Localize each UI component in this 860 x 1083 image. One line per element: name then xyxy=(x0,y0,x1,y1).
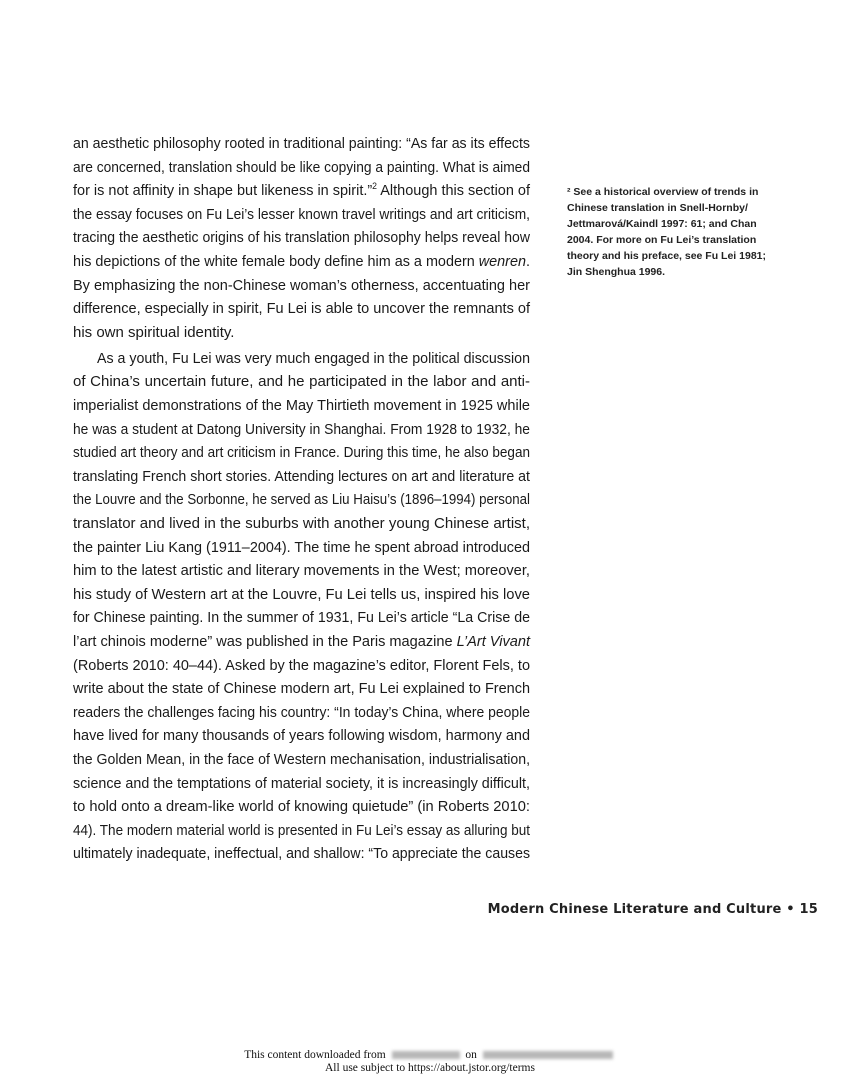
footnote-2 xyxy=(567,184,782,280)
line-text: translator and lived in the suburbs with another young Chinese artist, xyxy=(73,515,530,532)
text-line xyxy=(73,203,530,227)
line-text: (Roberts 2010: 40–44). Asked by the magazine’s editor, Florent Fels, to xyxy=(73,656,530,674)
line-text: studied art theory and art criticism in France. During this time, he also began xyxy=(73,444,530,462)
line-text: to hold onto a dream-like world of knowing quietude” (in Roberts 2010: xyxy=(73,798,530,816)
footnote-line xyxy=(567,216,782,232)
text-line xyxy=(73,559,530,583)
footnote-ref[interactable]: 2 xyxy=(372,181,378,192)
line-text: difference, especially in spirit, Fu Lei is able to uncover the remnants of xyxy=(73,300,530,318)
line-text: 44). The modern material world is presented in Fu Lei’s essay as alluring but xyxy=(73,821,530,839)
line-text: l’art chinois moderne” was published in the Paris magazine L’Art Vivant xyxy=(73,632,530,650)
footnote-line xyxy=(567,264,782,280)
text-line xyxy=(73,701,530,725)
text-line xyxy=(73,677,530,701)
text-line xyxy=(73,156,530,180)
redacted-ip xyxy=(392,1051,460,1059)
line-text: imperialist demonstrations of the May Thirtieth movement in 1925 while xyxy=(73,397,530,415)
text-line xyxy=(73,583,530,607)
footnote-text: theory and his preface, see Fu Lei 1981; xyxy=(567,250,766,262)
paragraph xyxy=(73,132,530,344)
jstor-download-line xyxy=(0,1049,860,1062)
text-line xyxy=(73,347,530,371)
text-line xyxy=(73,488,530,512)
line-text: ultimately inadequate, ineffectual, and shallow: “To appreciate the causes xyxy=(73,845,530,863)
line-text: science and the temptations of material society, it is increasingly difficult, xyxy=(73,774,530,792)
running-footer: Modern Chinese Literature and Culture • 15 xyxy=(487,902,818,917)
footnote-line xyxy=(567,200,782,216)
italic-title: wenren xyxy=(478,252,526,270)
line-text: As a youth, Fu Lei was very much engaged in the political discussion xyxy=(97,349,530,367)
footnote-line xyxy=(567,248,782,264)
text-line xyxy=(73,512,530,536)
line-text: the painter Liu Kang (1911–2004). The time he spent abroad introduced xyxy=(73,538,530,556)
text-line xyxy=(73,274,530,298)
text-line xyxy=(73,297,530,321)
text-line xyxy=(73,465,530,489)
text-line xyxy=(73,132,530,156)
line-text: his depictions of the white female body define him as a modern wenren. xyxy=(73,252,530,270)
line-text: his own spiritual identity. xyxy=(73,323,235,341)
text-line xyxy=(73,630,530,654)
text-line xyxy=(73,654,530,678)
line-text: translating French short stories. Attending lectures on art and literature at xyxy=(73,467,530,485)
text-line xyxy=(73,819,530,843)
line-text: for is not affinity in shape but likeness in spirit.”$^2$ Although this section of xyxy=(73,181,530,200)
redacted-date xyxy=(483,1051,613,1059)
footnote-text: Jettmarová/Kaindl 1997: 61; and Chan xyxy=(567,218,757,230)
text-line xyxy=(73,536,530,560)
line-text: him to the latest artistic and literary movements in the West; moreover, xyxy=(73,562,530,580)
line-text: write about the state of Chinese modern art, Fu Lei explained to French xyxy=(73,680,530,698)
line-text: the Louvre and the Sorbonne, he served as Liu Haisu’s (1896–1994) personal xyxy=(73,491,530,509)
text-line xyxy=(73,842,530,866)
line-text: By emphasizing the non-Chinese woman’s otherness, accentuating her xyxy=(73,276,530,294)
footnote-text: 2004. For more on Fu Lei’s translation xyxy=(567,234,757,246)
line-text: the essay focuses on Fu Lei’s lesser known travel writings and art criticism, xyxy=(73,205,530,223)
line-text: he was a student at Datong University in Shanghai. From 1928 to 1932, he xyxy=(73,420,530,438)
line-text: are concerned, translation should be like copying a painting. What is aimed xyxy=(73,158,530,176)
line-text: for Chinese painting. In the summer of 1931, Fu Lei’s article “La Crise de xyxy=(73,609,530,627)
line-text: tracing the aesthetic origins of his translation philosophy helps reveal how xyxy=(73,229,530,247)
footnote-line xyxy=(567,232,782,248)
text-line xyxy=(73,226,530,250)
footnote-text: Jin Shenghua 1996. xyxy=(567,266,666,278)
text-line xyxy=(73,606,530,630)
on-word: on xyxy=(465,1049,477,1061)
text-line xyxy=(73,370,530,394)
footnote-text: ² See a historical overview of trends in xyxy=(567,186,759,198)
text-line xyxy=(73,724,530,748)
footnote-line xyxy=(567,184,782,200)
line-text: his study of Western art at the Louvre, Fu Lei tells us, inspired his love xyxy=(73,585,530,603)
jstor-terms-line: All use subject to https://about.jstor.org/terms xyxy=(325,1062,535,1074)
body-text xyxy=(73,132,530,866)
text-line xyxy=(73,394,530,418)
download-prefix: This content downloaded from xyxy=(244,1049,386,1061)
text-line xyxy=(73,418,530,442)
line-text: the Golden Mean, in the face of Western mechanisation, industrialisation, xyxy=(73,750,530,768)
line-text: an aesthetic philosophy rooted in traditional painting: “As far as its effects xyxy=(73,135,530,152)
jstor-notice xyxy=(0,1049,860,1075)
paragraph xyxy=(73,347,530,866)
line-text: readers the challenges facing his country: “In today’s China, where people xyxy=(73,703,530,721)
line-text: have lived for many thousands of years following wisdom, harmony and xyxy=(73,727,530,745)
text-line xyxy=(73,748,530,772)
text-line xyxy=(73,250,530,274)
line-text: of China’s uncertain future, and he participated in the labor and anti- xyxy=(73,373,530,391)
text-line xyxy=(73,795,530,819)
text-line xyxy=(73,772,530,796)
text-line xyxy=(73,441,530,465)
italic-title: L’Art Vivant xyxy=(456,632,530,650)
text-line xyxy=(73,321,530,345)
footnote-text: Chinese translation in Snell-Hornby/ xyxy=(567,202,748,214)
text-line xyxy=(73,179,530,203)
